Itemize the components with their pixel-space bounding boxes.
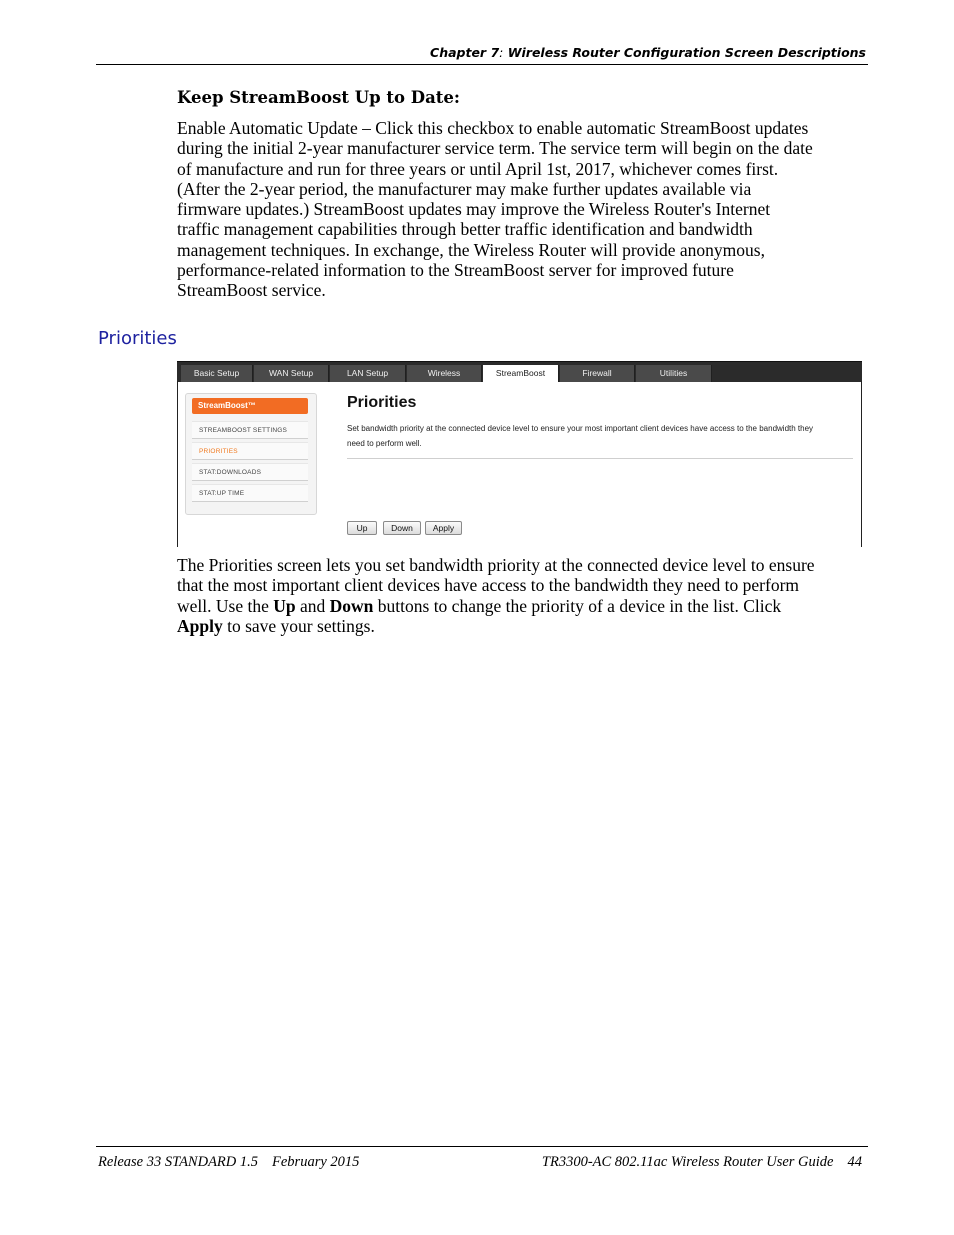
guide-title: TR3300-AC 802.11ac Wireless Router User Guide bbox=[541, 1154, 834, 1170]
paragraph-line bbox=[177, 616, 867, 636]
sidebar-header: StreamBoost™ bbox=[192, 398, 308, 414]
tab-lan-setup[interactable]: LAN Setup bbox=[330, 365, 406, 382]
up-button[interactable]: Up bbox=[347, 521, 377, 535]
text-run: well. Use the bbox=[177, 595, 274, 616]
tab-wireless[interactable]: Wireless bbox=[407, 365, 482, 382]
paragraph-line: of manufacture and run for three years or until April 1st, 2017, whichever comes first. bbox=[177, 158, 779, 179]
down-button[interactable]: Down bbox=[383, 521, 421, 535]
ui-frame-left bbox=[177, 381, 178, 547]
paragraph-line: Enable Automatic Update – Click this checkbox to enable automatic StreamBoost updates bbox=[177, 118, 809, 138]
ui-description-line: need to perform well. bbox=[347, 439, 422, 448]
keep-streamboost-title: Keep StreamBoost Up to Date: bbox=[177, 88, 460, 107]
paragraph-line: StreamBoost service. bbox=[177, 280, 326, 301]
paragraph-line bbox=[177, 596, 867, 616]
sidebar-item-stat-downloads[interactable]: STAT:DOWNLOADS bbox=[192, 463, 308, 481]
priorities-description bbox=[177, 555, 867, 636]
page-number: 44 bbox=[847, 1154, 862, 1170]
tab-basic-setup[interactable]: Basic Setup bbox=[181, 365, 253, 382]
release-label: Release 33 STANDARD 1.5 bbox=[98, 1154, 259, 1170]
apply-button[interactable]: Apply bbox=[425, 521, 462, 535]
router-ui-screenshot bbox=[177, 361, 862, 547]
page-header bbox=[96, 44, 868, 65]
up-term: Up bbox=[273, 595, 296, 616]
ui-divider bbox=[347, 458, 853, 459]
ui-page-title: Priorities bbox=[347, 394, 417, 411]
text-run: and bbox=[295, 595, 330, 616]
tab-wan-setup[interactable]: WAN Setup bbox=[254, 365, 329, 382]
ui-page-description bbox=[347, 421, 847, 451]
apply-term: Apply bbox=[177, 615, 223, 636]
tab-utilities[interactable]: Utilities bbox=[636, 365, 712, 382]
keep-streamboost-paragraph bbox=[177, 118, 867, 301]
footer-guide bbox=[542, 1154, 862, 1171]
text-run: to save your settings. bbox=[222, 615, 375, 636]
paragraph-line: performance-related information to the StreamBoost server for improved future bbox=[177, 260, 734, 281]
paragraph-line: management techniques. In exchange, the Wireless Router will provide anonymous, bbox=[177, 239, 765, 260]
priorities-section-heading: Priorities bbox=[98, 328, 177, 349]
ui-description-line: Set bandwidth priority at the connected device level to ensure your most important client devices have access to the bandwidth they bbox=[347, 424, 814, 433]
text-run: buttons to change the priority of a device in the list. Click bbox=[373, 595, 782, 616]
chapter-title: Wireless Router Configuration Screen Descriptions bbox=[503, 45, 866, 60]
tab-firewall[interactable]: Firewall bbox=[560, 365, 635, 382]
paragraph-line: that the most important client devices have access to the bandwidth they need to perform bbox=[177, 575, 800, 596]
paragraph-line: (After the 2-year period, the manufacturer may make further updates available via bbox=[177, 178, 752, 199]
ui-frame-right bbox=[861, 381, 862, 547]
paragraph-line: firmware updates.) StreamBoost updates may improve the Wireless Router's Internet bbox=[177, 199, 771, 220]
down-term: Down bbox=[329, 595, 374, 616]
release-date: February 2015 bbox=[272, 1154, 360, 1170]
sidebar-item-stat-up-time[interactable]: STAT:UP TIME bbox=[192, 484, 308, 502]
paragraph-line: The Priorities screen lets you set bandwidth priority at the connected device level to ensure bbox=[177, 555, 815, 575]
chapter-label: Chapter 7 bbox=[430, 45, 500, 60]
paragraph-line: during the initial 2-year manufacturer service term. The service term will begin on the date bbox=[177, 138, 813, 159]
paragraph-line: traffic management capabilities through better traffic identification and bandwidth bbox=[177, 219, 753, 240]
page-footer bbox=[96, 1146, 868, 1170]
sidebar-item-priorities[interactable]: PRIORITIES bbox=[192, 442, 308, 460]
tab-streamboost[interactable]: StreamBoost bbox=[483, 365, 559, 382]
router-nav-bar bbox=[177, 361, 862, 382]
chapter-header bbox=[430, 45, 866, 60]
footer-release bbox=[98, 1154, 359, 1171]
chapter-separator: : bbox=[499, 45, 504, 60]
streamboost-sidebar bbox=[185, 393, 317, 515]
sidebar-item-streamboost-settings[interactable]: STREAMBOOST SETTINGS bbox=[192, 421, 308, 439]
